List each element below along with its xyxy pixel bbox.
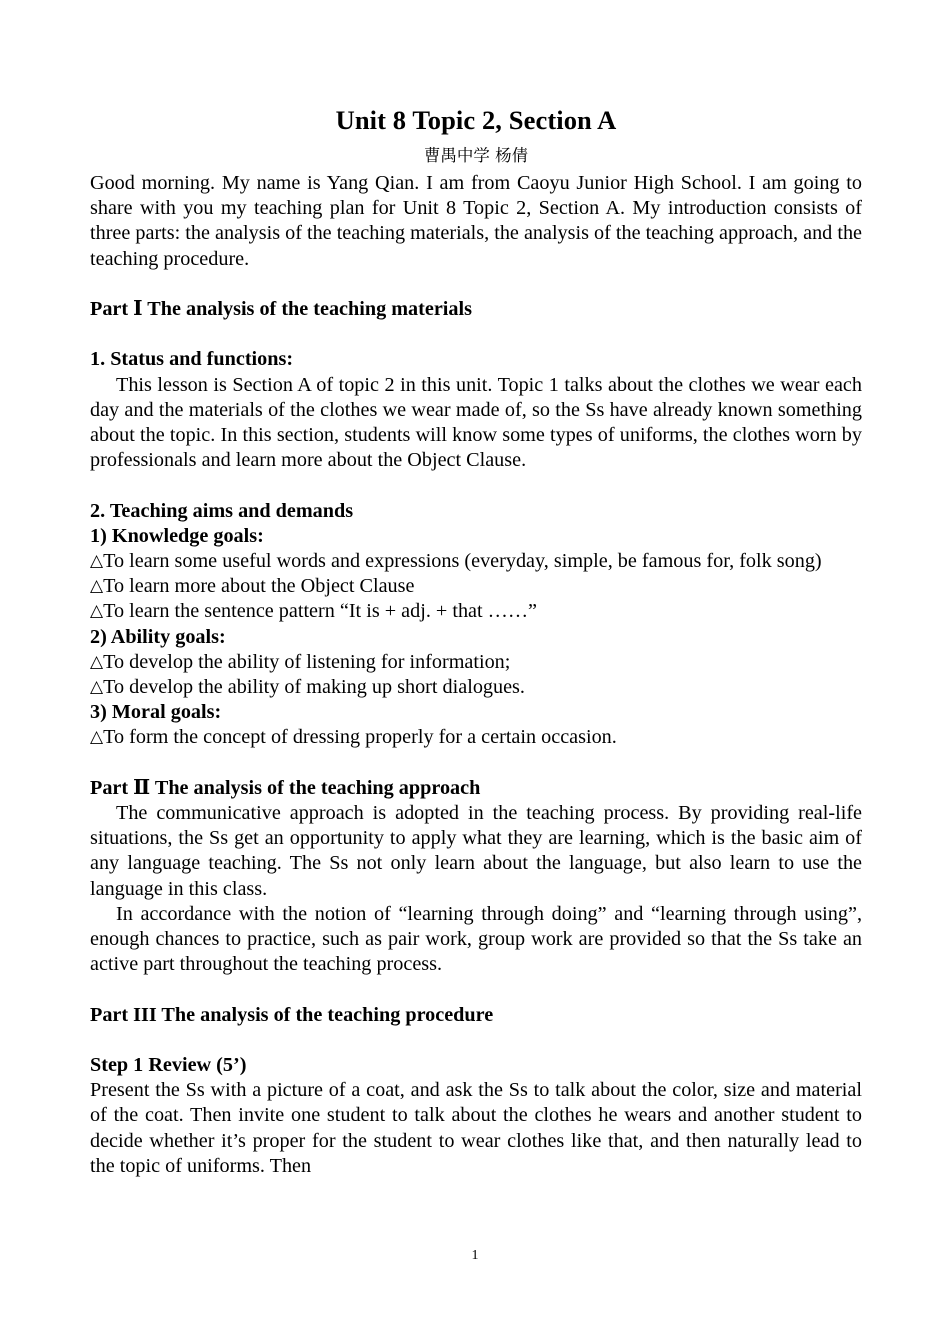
part-2-paragraph-2: In accordance with the notion of “learning through doing” and “learning through using”, enough chances to practice, such as pair work, group work are provided so that the Ss take an active part throughout the teaching process. (90, 902, 862, 976)
document-subtitle: 曹禺中学 杨倩 (423, 146, 529, 166)
step-1-body: Present the Ss with a picture of a coat, and ask the Ss to talk about the color, size and material of the coat. Then invite one student to talk about the clothes he wears and another student to decide whether it’s proper for the student to wear clothes like that, and then naturally lead to the topic of uniforms. Then (90, 1079, 862, 1177)
list-item-text: To learn the sentence pattern “It is + adj. + that ……” (103, 600, 538, 623)
spacer (90, 1028, 862, 1053)
list-item-text: To learn some useful words and expressions (everyday, simple, be famous for, folk song) (103, 549, 822, 572)
list-item (90, 650, 862, 675)
triangle-bullet-icon: △ (90, 727, 104, 748)
intro-paragraph: Good morning. My name is Yang Qian. I am from Caoyu Junior High School. I am going to share with you my teaching plan for Unit 8 Topic 2, Section A. My introduction consists of three parts: the analysis of the teaching materials, the analysis of the teaching approach, and the teaching procedure. (90, 171, 862, 270)
status-and-functions-heading: 1. Status and functions: (90, 348, 294, 371)
list-item (90, 574, 862, 599)
triangle-bullet-icon: △ (90, 676, 104, 697)
triangle-bullet-icon: △ (90, 550, 104, 571)
list-item (90, 549, 862, 574)
spacer (90, 751, 862, 776)
list-item (90, 599, 862, 624)
list-item-text: To develop the ability of listening for information; (103, 650, 511, 673)
teaching-aims-heading: 2. Teaching aims and demands (90, 499, 354, 522)
ability-goals-heading: 2) Ability goals: (90, 625, 226, 648)
part-2-heading: Part Ⅱ The analysis of the teaching approach (90, 776, 481, 799)
triangle-bullet-icon: △ (90, 601, 104, 622)
list-item-text: To learn more about the Object Clause (103, 575, 415, 598)
page-number: 1 (471, 1248, 479, 1263)
part-2-paragraph-1: The communicative approach is adopted in the teaching process. By providing real-life situations, the Ss get an opportunity to apply what they are learning, which is the basic aim of any language teaching. The Ss not only learn about the language, but also learn to use the language in this class. (90, 801, 862, 900)
list-item-text: To develop the ability of making up short dialogues. (103, 675, 525, 698)
spacer (90, 977, 862, 1002)
page-title: Unit 8 Topic 2, Section A (335, 105, 617, 135)
triangle-bullet-icon: △ (90, 576, 104, 597)
triangle-bullet-icon: △ (90, 651, 104, 672)
spacer (90, 272, 862, 297)
spacer (90, 473, 862, 498)
list-item (90, 675, 862, 700)
step-1-heading: Step 1 Review (5’) (90, 1053, 247, 1076)
part-3-heading: Part III The analysis of the teaching procedure (90, 1003, 494, 1026)
knowledge-goals-heading: 1) Knowledge goals: (90, 524, 264, 547)
moral-goals-heading: 3) Moral goals: (90, 701, 222, 724)
list-item (90, 725, 862, 750)
part-1-heading: Part Ⅰ The analysis of the teaching materials (90, 297, 472, 320)
list-item-text: To form the concept of dressing properly for a certain occasion. (103, 726, 617, 749)
document-content (90, 0, 862, 1179)
spacer (90, 322, 862, 347)
status-and-functions-body: This lesson is Section A of topic 2 in this unit. Topic 1 talks about the clothes we wear each day and the materials of the clothes we wear made of, so the Ss have already known something about the topic. In this section, students will know some types of uniforms, the clothes worn by professionals and learn more about the Object Clause. (90, 373, 862, 472)
